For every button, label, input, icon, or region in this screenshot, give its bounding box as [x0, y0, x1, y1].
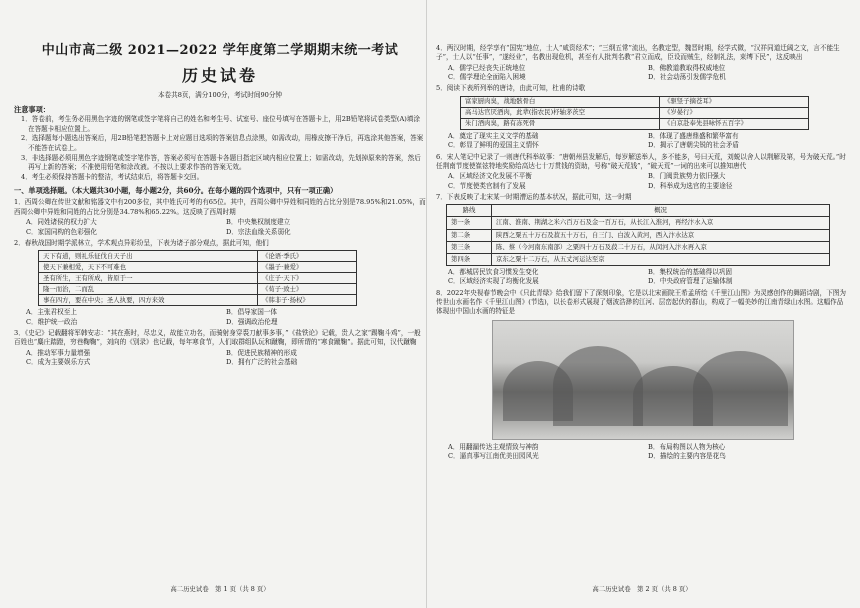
mountain-shape: [553, 346, 643, 426]
table-cell: 《墨子·兼爱》: [258, 262, 357, 273]
table-row: [39, 273, 357, 284]
question-3: 3．《史记》记载翻将军韩安志：“其在燕时，尽忠义，故能立功名，而骑射身穿裘刀献事多事，”《盐铁论》记载，贵人之家“踢鞠斗鸡”，一般百姓也“麋庄踏蹬，穷巷鞠鞠”，刘向的《别录》也记载，每年寒食节，人们取群组队玩和蹴鞠，即所谓的“寒食蹴鞠”。据此可知，汉代蹴鞠: [14, 329, 421, 347]
table-cell: 隆一而治，二而乱: [39, 284, 258, 295]
page-footer: 高二历史试卷 第 2 页（共 8 页）: [592, 584, 692, 593]
question-2-options: [14, 308, 426, 327]
option: A．奠定了现实主义文学的基础: [448, 131, 539, 140]
table-cell: 陕西之粟五十万石及菽五十万石，自三门、白波入黄河，西入汴水达京: [492, 229, 830, 241]
table-cell: 《庄子·天下》: [258, 273, 357, 284]
option: B．体现了盛唐鼎盛和繁华富有: [648, 131, 739, 140]
table-cell: 《论语·季氏》: [258, 251, 357, 262]
option: C．成为主要娱乐方式: [26, 358, 91, 367]
option: C．区域经济实现了均衡化发展: [448, 277, 539, 286]
note-item: 3．非选择题必须用黑色字迹钢笔或签字笔作答，答案必须写在答题卡各题目指定区域内相应位置上；如需改动，先划掉原来的答案，然后再写上新的答案；不准使用铅笔和涂改液。不按以上要求作答的答案无效。: [21, 153, 421, 172]
option: A．区域经济文化发展不平衡: [448, 172, 532, 181]
table-cell: 朱门酒肉臭，路有冻死骨: [461, 118, 660, 129]
option: B．门阀贵族势力依旧强大: [648, 172, 726, 181]
mountain-shape: [693, 351, 788, 426]
notes-heading: 注意事项：: [14, 104, 50, 114]
option: D．拥有广泛的社会基础: [226, 358, 298, 367]
section-heading: 一、单项选择题。（本大题共30小题，每小题2分，共60分。在每小题的四个选项中，只有一项正确）: [14, 186, 338, 196]
option: A．同姓诸侯的权力扩大: [26, 218, 97, 227]
option: C．节度使类官制有了发展: [448, 181, 526, 190]
question-3-options: [14, 349, 426, 368]
question-7-options: [436, 268, 848, 287]
table-cell: 天下有道，则礼乐征伐自天子出: [39, 251, 258, 262]
table-row: [39, 262, 357, 273]
question-5-table: [460, 96, 809, 130]
table-cell: 第一条: [447, 217, 492, 229]
option: C．逼真事写江南优美田园风光: [448, 451, 539, 460]
page-1: [14, 8, 426, 600]
table-row: [461, 107, 809, 118]
option: A．都城居民饮食习惯发生变化: [448, 267, 539, 276]
landscape-painting-image: [492, 320, 794, 440]
table-cell: 使天下兼相爱，天下不可难也: [39, 262, 258, 273]
table-row: [447, 241, 830, 253]
table-cell: 《驱竖子摘苍耳》: [660, 96, 809, 107]
page-footer: 高二历史试卷 第 1 页（共 8 页）: [170, 584, 270, 593]
option: B．倡导家国一体: [226, 308, 278, 317]
table-row: [39, 284, 357, 295]
table-cell: 江南、淮南、荆湖之米六百万石及金一百万石，从长江入淮河，再经汴水入京: [492, 217, 830, 229]
option: D．社会动荡引发儒学危机: [648, 73, 726, 82]
table-cell: 《自京赴奉先县咏怀五百字》: [660, 118, 809, 129]
option: B．中央集权制度建立: [226, 218, 291, 227]
question-5-options: [436, 132, 848, 151]
option: C．维护统一政治: [26, 317, 78, 326]
option: B．佛教道教取得权威地位: [648, 63, 726, 72]
question-5: 5．阅读下表所列举的唐诗，由此可知，杜甫的诗歌: [436, 84, 586, 93]
table-cell: 高马达官厌酒肉，此辈(指农民)杼轴茅茨空: [461, 107, 660, 118]
table-row: [447, 229, 830, 241]
table-header-row: [447, 205, 830, 217]
table-row: [461, 118, 809, 129]
table-row: [461, 96, 809, 107]
option: A．儒学已经丧失正统地位: [448, 63, 526, 72]
question-8: 8．2022年央视春节晚会中《只此青绿》给我们留下了深刻印象，它是以北宋画院王希孟所绘《千里江山图》为灵感创作的舞蹈诗剧，下图为传世山水画名作《千里江山图》(节选)，以长卷形式展现了烟波浩渺的江河、层峦起伏的群山，构成了一幅美妙的江南青绿山水图。这幅作品体现出中国山水画的特征是: [436, 288, 847, 316]
table-row: [39, 251, 357, 262]
question-2-table: [38, 250, 357, 306]
question-2: 2．春秋战国时期学派林立，学术观点异彩纷呈，下表为诸子部分观点，据此可知，他们: [14, 238, 269, 247]
table-cell: 富家厨肉臭，战地骸骨白: [461, 96, 660, 107]
subject-title: 历史试卷: [181, 66, 258, 86]
option: A．主张君权至上: [26, 308, 77, 317]
note-item: 1．答卷前，考生务必用黑色字迹的钢笔或签字笔将自己的姓名和考生号、试室号、座位号填写在答题卡上，用2B铅笔将试卷类型(A)填涂在答题卡相应位置上。: [21, 115, 420, 133]
question-1: 1．西周公卿在传世文献和铭器文中有200多位，其中姓氏可考的有65位。其中，西周公卿中异姓和同姓的占比分别是78.95%和21.05%，而西周公卿中异姓和同姓的占比分别是34.78%和65.22%。这反映了西周时期: [14, 198, 426, 216]
table-cell: 《岁晏行》: [660, 107, 809, 118]
question-1-options: [14, 218, 426, 237]
table-cell: 事在四方，要在中央；圣人执要，四方来效: [39, 295, 258, 306]
table-header: 路线: [447, 205, 492, 217]
question-6-options: [436, 172, 848, 191]
exam-meta: 本卷共8页，满分100分，考试时间90分钟: [157, 91, 283, 100]
option: D．揭示了唐朝尖锐的社会矛盾: [648, 141, 740, 150]
table-cell: 第三条: [447, 241, 492, 253]
question-4: 4．两汉时期，经学享有“国宪”地位，士人“咸资经术”；“三纲五常”流出，名教定型，魏晋时期，经学式微，“汉祥同道迁阔之文，言不能生子”，士人以“任事”，“遂经业”，名教出现危机，甚至有人批判名教“君立而成，臣设而贼生，经制礼法，束缚下民”，这反映出: [436, 44, 840, 62]
note-item: 4．考生必须保持答题卡的整洁，考试结束后，将答题卡交回。: [21, 172, 204, 181]
option: D．描绘的主要内容是花鸟: [648, 451, 726, 460]
page-2: [436, 8, 848, 600]
option: C．彰显了鲜明的爱国主义情怀: [448, 141, 539, 150]
option: D．强调政治伦理: [226, 317, 278, 326]
option: D．宗法血缘关系弱化: [226, 227, 291, 236]
table-cell: 《韩非子·扬权》: [258, 295, 357, 306]
exam-title: 中山市高二级 2021—2022 学年度第二学期期末统一考试: [41, 43, 399, 58]
option: D．中央政府管理了运输体制: [648, 277, 733, 286]
table-cell: 陈、蔡（今河南东南部）之粟四十万石及菽二十万石，从闵河入汴水再入京: [492, 241, 830, 253]
table-cell: 第二条: [447, 229, 492, 241]
option: A．推动军事力量增强: [26, 348, 91, 357]
option: B．布局构图以人物为核心: [648, 442, 726, 451]
option: B．集权统治的基础得以巩固: [648, 267, 732, 276]
question-7: 7．下表反映了北宋某一时期漕运的基本状况，据此可知，这一时期: [436, 192, 632, 201]
question-8-options: [436, 443, 848, 462]
table-cell: 第四条: [447, 253, 492, 265]
option: C．儒学理论全面陷入困境: [448, 73, 526, 82]
table-cell: 圣有所生，王有所成，皆原于一: [39, 273, 258, 284]
question-6: 6．宋人笔记中记录了一则唐代科举故事：“唐朝州县发解后，每岁解送举人，多不能多，号曰天荒，刘蜕以舍人以荆解及第，号为破天荒。”时任荆南节度使崔铉特地奖励给高达七十万贯钱的资助，号称“破天荒钱”，“破天荒”一词的出来可以推知唐代: [436, 152, 846, 170]
page-divider: [426, 0, 427, 608]
table-cell: 《荀子·致士》: [258, 284, 357, 295]
table-row: [447, 217, 830, 229]
table-header: 概况: [492, 205, 830, 217]
option: D．科举成为选官的主要途径: [648, 181, 733, 190]
note-item: 2．选择题每小题选出答案后，用2B铅笔把答题卡上对应题目选项的答案信息点涂黑，如需改动，用橡皮擦干净后，再选涂其他答案，答案不能答在试卷上。: [21, 134, 424, 152]
table-row: [39, 295, 357, 306]
table-row: [447, 253, 830, 265]
option: C．家国同构的色彩强化: [26, 227, 97, 236]
option: A．用翻漏传达主观情致与神韵: [448, 442, 539, 451]
question-7-table: [446, 204, 830, 265]
question-4-options: [436, 64, 848, 83]
table-cell: 京东之粟十二万石，从五丈河运达至京: [492, 253, 830, 265]
option: B．促进民族精神的形成: [226, 348, 297, 357]
